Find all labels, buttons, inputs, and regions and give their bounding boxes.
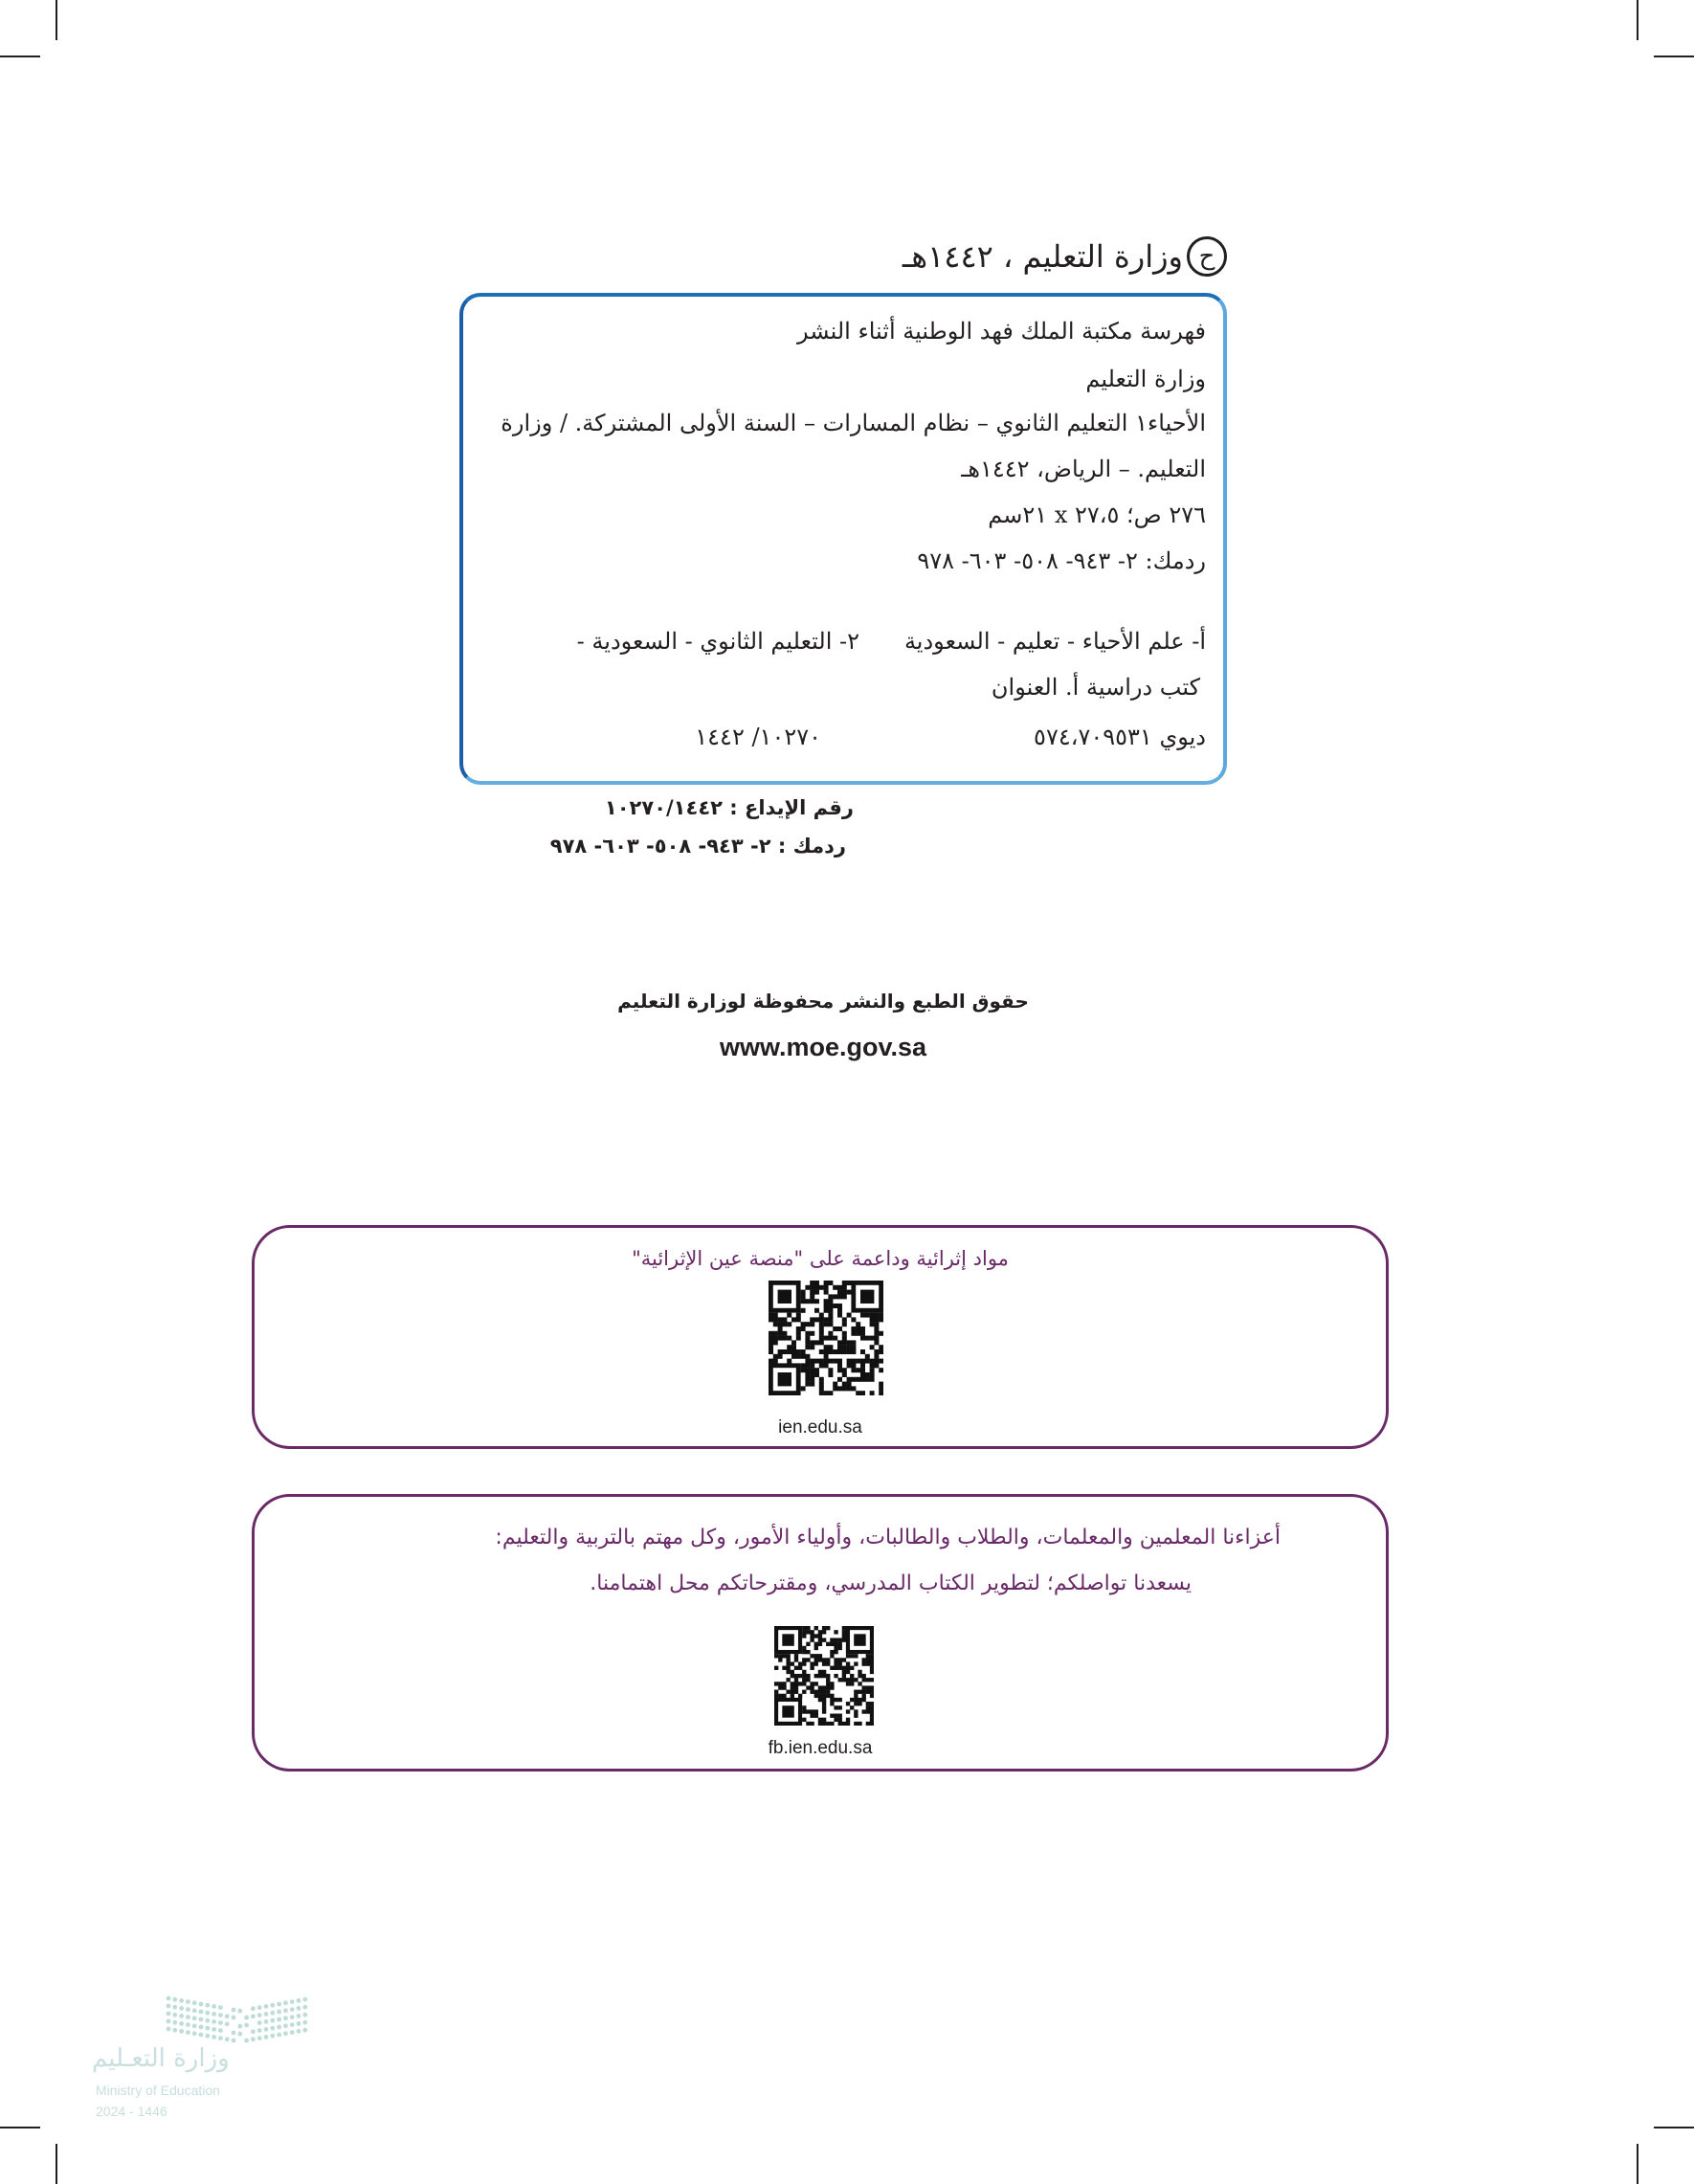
cip-subjects-1: أ- علم الأحياء - تعليم - السعودية (903, 628, 1206, 655)
deposit-number: رقم الإيداع : ١٠٢٧٠/١٤٤٢ (604, 796, 854, 819)
ministry-logo-english: Ministry of Education (96, 2083, 220, 2098)
ministry-logo (92, 1987, 322, 2130)
cip-line: التعليم. – الرياض، ١٤٤٢هـ (961, 456, 1206, 482)
cip-line: الأحياء١ التعليم الثانوي – نظام المسارات – السنة الأولى المشتركة. / وزارة (501, 410, 1206, 436)
ministry-logo-edition: 2024 - 1446 (96, 2104, 167, 2119)
feedback-box (252, 1494, 1389, 1772)
feedback-qr-code-icon[interactable] (774, 1626, 874, 1726)
cip-line: ٢٧٦ ص؛ ٢٧،٥ x ٢١سم (988, 501, 1206, 528)
cip-subjects-2: ٢- التعليم الثانوي - السعودية - (576, 628, 859, 655)
ministry-logo-arabic: وزارة التعـليم (92, 2044, 230, 2073)
ministry-logo-dots-icon (92, 1987, 322, 2044)
rights-statement: حقوق الطبع والنشر محفوظة لوزارة التعليم (617, 990, 1029, 1013)
crop-mark-bottom-right (1637, 2144, 1638, 2184)
cip-isbn-line: ردمك: ٢- ٩٤٣- ٥٠٨- ٦٠٣- ٩٧٨ (917, 547, 1206, 574)
crop-mark-top-left-h (0, 56, 40, 57)
copyright-text: وزارة التعليم ، ١٤٤٢هـ (902, 238, 1183, 275)
crop-mark-top-right (1637, 0, 1638, 40)
ministry-website-link[interactable]: www.moe.gov.sa (719, 1033, 927, 1061)
copyright-heading (871, 228, 1227, 285)
copyright-symbol: ح (1187, 236, 1227, 277)
feedback-url-link[interactable]: fb.ien.edu.sa (768, 1738, 873, 1758)
ien-url-link[interactable]: ien.edu.sa (778, 1417, 862, 1437)
cip-dewey: ديوي ٥٧٤،٧٠٩٥٣١ (1034, 724, 1206, 750)
isbn-number: ردمك : ٢- ٩٤٣- ٥٠٨- ٦٠٣- ٩٧٨ (549, 835, 846, 858)
crop-mark-bottom-left-h (0, 2127, 40, 2128)
ien-qr-code-icon[interactable] (769, 1281, 883, 1395)
crop-mark-bottom-left (56, 2144, 57, 2184)
cip-subjects-3: كتب دراسية أ. العنوان (991, 674, 1200, 701)
feedback-invitation: يسعدنا تواصلكم؛ لتطوير الكتاب المدرسي، ومقترحاتكم محل اهتمامنا. (590, 1571, 1192, 1595)
enrichment-title: مواد إثرائية وداعمة على "منصة عين الإثرائية" (632, 1247, 1009, 1270)
crop-mark-bottom-right-h (1654, 2127, 1694, 2128)
crop-mark-top-right-h (1654, 56, 1694, 57)
feedback-greeting: أعزاءنا المعلمين والمعلمات، والطلاب والطالبات، وأولياء الأمور، وكل مهتم بالتربية والتعليم: (495, 1526, 1281, 1549)
enrichment-platform-box (252, 1225, 1389, 1449)
crop-mark-top-left (56, 0, 57, 40)
cip-record-box (459, 293, 1227, 785)
cip-line: وزارة التعليم (1085, 366, 1206, 392)
cip-deposit: ١٠٢٧٠/ ١٤٤٢ (695, 724, 821, 750)
cip-line: فهرسة مكتبة الملك فهد الوطنية أثناء النشر (796, 318, 1206, 345)
